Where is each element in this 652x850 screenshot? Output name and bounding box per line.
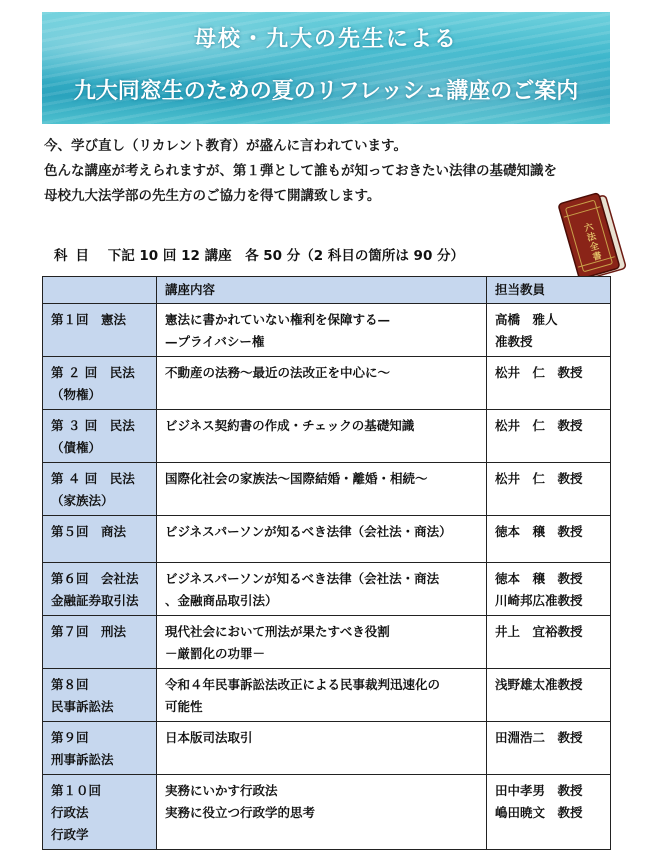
teacher-cell-line: 井上 宜裕教授: [495, 624, 583, 639]
content-cell: [157, 357, 487, 410]
content-cell-line: 不動産の法務～最近の法改正を中心に～: [165, 365, 391, 380]
session-cell-line: 民事訴訟法: [51, 699, 114, 714]
teacher-cell: [487, 722, 611, 775]
teacher-cell-line: 田淵浩二 教授: [495, 730, 583, 745]
teacher-cell-line: 徳本 穣 教授: [495, 524, 583, 539]
teacher-cell: [487, 775, 611, 850]
session-cell-line: 第７回 刑法: [51, 624, 127, 639]
table-row: [43, 304, 611, 357]
session-cell-line: 第９回: [51, 730, 89, 745]
session-cell-line: 金融証券取引法: [51, 593, 139, 608]
table-row: [43, 463, 611, 516]
content-cell-line: ビジネスパーソンが知るべき法律（会社法・商法: [165, 571, 440, 586]
teacher-cell-line: 田中孝男 教授: [495, 783, 583, 798]
header-content: 講座内容: [157, 277, 487, 304]
session-cell-line: （家族法）: [51, 493, 114, 508]
session-cell-line: 第１０回: [51, 783, 102, 798]
content-cell: [157, 616, 487, 669]
session-cell-line: 第８回: [51, 677, 89, 692]
teacher-cell: [487, 669, 611, 722]
session-cell-line: （債権）: [51, 440, 102, 455]
teacher-cell: [487, 516, 611, 563]
content-cell-line: 憲法に書かれていない権利を保障する—: [165, 312, 391, 327]
session-cell-line: 第 ４ 回 民法: [51, 471, 135, 486]
table-row: [43, 357, 611, 410]
table-row: [43, 563, 611, 616]
session-cell: [43, 516, 157, 563]
session-cell: [43, 410, 157, 463]
teacher-cell: [487, 616, 611, 669]
content-cell-line: 実務に役立つ行政学的思考: [165, 805, 316, 820]
header-banner: [42, 12, 610, 124]
content-cell-line: ビジネスパーソンが知るべき法律（会社法・商法）: [165, 524, 452, 539]
session-cell-line: 第５回 商法: [51, 524, 127, 539]
teacher-cell-line: 川崎邦広准教授: [495, 593, 583, 608]
session-cell-line: 刑事訴訟法: [51, 752, 114, 767]
banner-title-line1: 母校・九大の先生による: [193, 27, 458, 52]
intro-line: 母校九大法学部の先生方のご協力を得て開講致します。: [44, 188, 381, 204]
teacher-cell-line: 高橋 雅人: [495, 312, 558, 327]
session-cell-line: 第１回 憲法: [51, 312, 127, 327]
table-row: [43, 410, 611, 463]
session-cell: [43, 357, 157, 410]
subject-line: [54, 244, 464, 264]
teacher-cell-line: 嶋田暁文 教授: [495, 805, 583, 820]
content-cell: [157, 669, 487, 722]
teacher-cell: [487, 563, 611, 616]
session-cell-line: （物権）: [51, 387, 102, 402]
intro-line: 色んな講座が考えられますが、第１弾として誰もが知っておきたい法律の基礎知識を: [44, 163, 557, 179]
session-cell: [43, 616, 157, 669]
session-cell: [43, 563, 157, 616]
content-cell-line: 可能性: [165, 699, 203, 714]
content-cell: [157, 563, 487, 616]
teacher-cell: [487, 357, 611, 410]
content-cell-line: 令和４年民事訴訟法改正による民事裁判迅速化の: [165, 677, 441, 692]
banner-title-line2: 九大同窓生のための夏のリフレッシュ講座のご案内: [73, 79, 579, 104]
book-spine-text: 六法全書: [581, 221, 602, 263]
teacher-cell-line: 浅野雄太准教授: [495, 677, 583, 692]
table-row: [43, 516, 611, 563]
content-cell-line: ビジネス契約書の作成・チェックの基礎知識: [165, 418, 415, 433]
session-cell-line: 第６回 会社法: [51, 571, 139, 586]
teacher-cell: [487, 410, 611, 463]
header-teacher: 担当教員: [487, 277, 611, 304]
subject-label: 科目: [54, 248, 97, 264]
session-cell: [43, 722, 157, 775]
content-cell: [157, 410, 487, 463]
table-row: [43, 722, 611, 775]
teacher-cell: [487, 463, 611, 516]
teacher-cell-line: 松井 仁 教授: [495, 365, 583, 380]
session-cell: [43, 775, 157, 850]
session-cell: [43, 463, 157, 516]
content-cell: [157, 304, 487, 357]
content-cell-line: －厳罰化の功罪－: [165, 646, 266, 661]
course-table: [42, 276, 611, 850]
teacher-cell-line: 准教授: [495, 334, 533, 349]
header-session: [43, 277, 157, 304]
table-header-row: [43, 277, 611, 304]
law-book-icon: [558, 185, 634, 285]
content-cell-line: 国際化社会の家族法～国際結婚・離婚・相続～: [165, 471, 428, 486]
content-cell-line: —プライバシー権: [165, 334, 265, 349]
session-cell-line: 第 ２ 回 民法: [51, 365, 135, 380]
content-cell-line: 現代社会において刑法が果たすべき役割: [165, 624, 390, 639]
content-cell: [157, 463, 487, 516]
session-cell-line: 第 ３ 回 民法: [51, 418, 135, 433]
session-cell: [43, 669, 157, 722]
session-cell-line: 行政法: [51, 805, 89, 820]
content-cell-line: 日本版司法取引: [165, 730, 253, 745]
teacher-cell-line: 松井 仁 教授: [495, 471, 583, 486]
intro-line: 今、学び直し（リカレント教育）が盛んに言われています。: [44, 138, 407, 154]
content-cell-line: 実務にいかす行政法: [165, 783, 278, 798]
intro-paragraph: [44, 134, 614, 209]
content-cell: [157, 775, 487, 850]
subject-text: 下記 10 回 12 講座 各 50 分（2 科目の箇所は 90 分）: [107, 248, 465, 264]
session-cell-line: 行政学: [51, 827, 89, 842]
teacher-cell: [487, 304, 611, 357]
content-cell: [157, 516, 487, 563]
session-cell: [43, 304, 157, 357]
teacher-cell-line: 徳本 穣 教授: [495, 571, 583, 586]
table-row: [43, 616, 611, 669]
table-row: [43, 775, 611, 850]
teacher-cell-line: 松井 仁 教授: [495, 418, 583, 433]
content-cell-line: 、金融商品取引法）: [165, 593, 278, 608]
table-row: [43, 669, 611, 722]
content-cell: [157, 722, 487, 775]
